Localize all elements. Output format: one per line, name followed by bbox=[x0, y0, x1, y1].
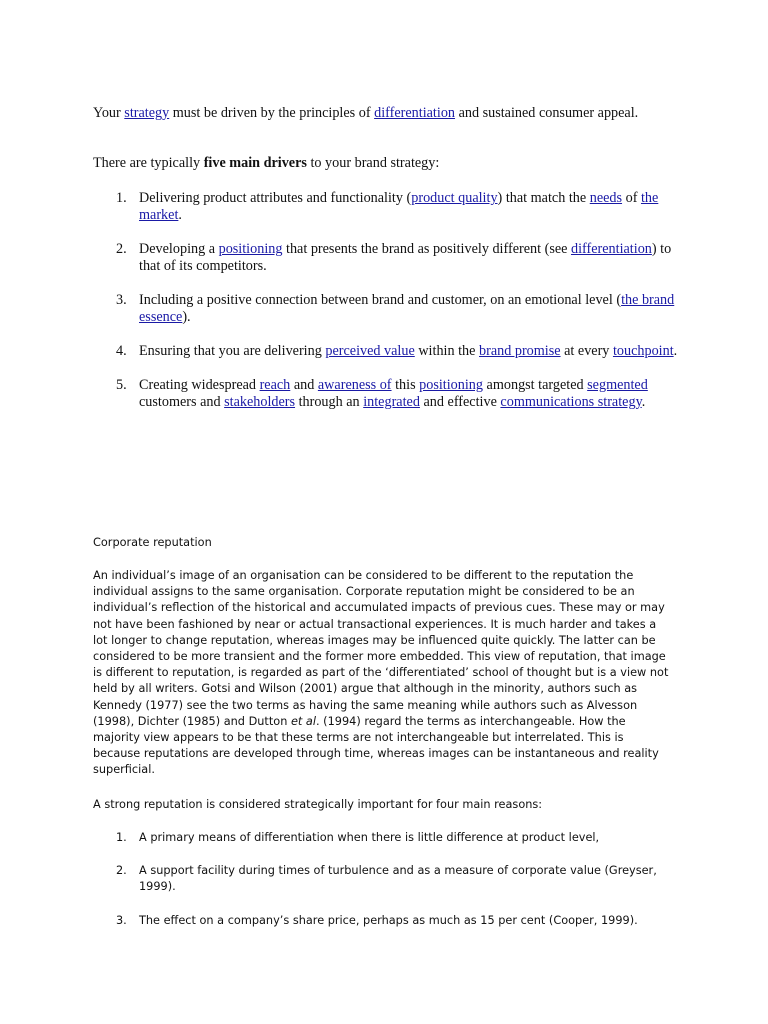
list-text: A support facility during times of turbulence and as a measure of corporate value (Greyser, 1999). bbox=[139, 864, 657, 894]
text-run: and sustained consumer appeal. bbox=[455, 105, 639, 121]
drivers-list bbox=[93, 190, 683, 428]
list-number: 1. bbox=[116, 831, 127, 844]
list-item bbox=[93, 377, 683, 411]
link-positioning[interactable]: positioning bbox=[419, 377, 483, 393]
link-product-quality[interactable]: product quality bbox=[411, 190, 498, 206]
text-run: There are typically bbox=[93, 155, 204, 171]
text-run: ) to that of its competitors. bbox=[139, 241, 672, 274]
text-run: that presents the brand as positively different (see bbox=[282, 241, 571, 257]
list-text: A primary means of differentiation when there is little difference at product level, bbox=[139, 831, 600, 844]
text-run: Delivering product attributes and functionality ( bbox=[139, 190, 412, 206]
link-needs[interactable]: needs bbox=[589, 190, 623, 206]
text-run: through an bbox=[295, 394, 364, 410]
list-number: 1. bbox=[116, 190, 127, 206]
list-number: 2. bbox=[116, 864, 127, 878]
list-item bbox=[93, 913, 671, 929]
list-item bbox=[93, 241, 683, 275]
text-run: ) that match the bbox=[497, 190, 590, 206]
reasons-intro: A strong reputation is considered strategically important for four main reasons: bbox=[93, 798, 543, 811]
text-run: . (1994) regard the terms as interchangeable. How the majority view appears to be that these terms are not interchangeable but interrelated. This is because reputations are developed through time, whereas images can be instantaneous and reality superficial. bbox=[93, 714, 659, 777]
intro-paragraph bbox=[93, 105, 683, 122]
text-run: . bbox=[673, 343, 678, 359]
list-item bbox=[93, 830, 671, 846]
text-run: . bbox=[178, 207, 182, 223]
list-number: 3. bbox=[116, 913, 127, 927]
link-communications-strategy[interactable]: communications strategy bbox=[500, 394, 642, 410]
link-segmented[interactable]: segmented bbox=[587, 377, 648, 393]
link-brand-essence[interactable]: the brand essence bbox=[139, 292, 675, 325]
link-differentiation[interactable]: differentiation bbox=[374, 105, 456, 121]
link-strategy[interactable]: strategy bbox=[124, 105, 170, 121]
drivers-intro bbox=[93, 155, 683, 172]
text-run: amongst targeted bbox=[483, 377, 588, 393]
list-item bbox=[93, 343, 683, 360]
text-run: An individual’s image of an organisation can be considered to be different to the reputation the individual assigns to the same organisation. Corporate reputation might be considered to be an individual’s reflection of the historical and accumulated impacts of previous cues. These may or may not have been fashioned by near or actual transactional experiences. It is much harder and takes a lot longer to change reputation, whereas images may be influenced quite quickly. The latter can be considered to be more transient and the former more embedded. This view of reputation, that image is different to reputation, is regarded as part of the ‘differentiated’ school of thought but is a view not held by all writers. Gotsi and Wilson (2001) argue that although in the minority, authors such as Kennedy (1977) see the two terms as having the same meaning while authors such as Alvesson (1998), Dichter (1985) and Dutton bbox=[93, 569, 669, 728]
list-item bbox=[93, 292, 683, 326]
text-run: to your brand strategy: bbox=[306, 155, 440, 171]
text-run: and effective bbox=[419, 394, 501, 410]
link-awareness-of[interactable]: awareness of bbox=[317, 377, 392, 393]
text-run: Your bbox=[93, 105, 125, 121]
link-perceived-value[interactable]: perceived value bbox=[325, 343, 415, 359]
italic-text: et al bbox=[290, 714, 316, 728]
list-item bbox=[93, 863, 671, 895]
text-run: this bbox=[391, 377, 420, 393]
link-the-market[interactable]: the market bbox=[139, 190, 659, 223]
corporate-reputation-paragraph bbox=[93, 568, 671, 779]
link-touchpoint[interactable]: touchpoint bbox=[612, 343, 674, 359]
section-heading: Corporate reputation bbox=[93, 536, 212, 549]
link-differentiation[interactable]: differentiation bbox=[570, 241, 652, 257]
list-item bbox=[93, 190, 683, 224]
text-run: Including a positive connection between brand and customer, on an emotional level ( bbox=[139, 292, 622, 308]
link-brand-promise[interactable]: brand promise bbox=[479, 343, 561, 359]
list-number: 3. bbox=[116, 292, 127, 308]
text-run: must be driven by the principles of bbox=[169, 105, 375, 121]
list-number: 4. bbox=[116, 343, 127, 359]
text-run: ). bbox=[182, 309, 191, 325]
text-run: customers and bbox=[139, 394, 225, 410]
link-stakeholders[interactable]: stakeholders bbox=[224, 394, 296, 410]
text-run: Ensuring that you are delivering bbox=[139, 343, 326, 359]
text-run: . bbox=[641, 394, 646, 410]
text-run: and bbox=[290, 377, 318, 393]
reasons-list bbox=[93, 830, 671, 946]
bold-text: five main drivers bbox=[203, 155, 307, 171]
text-run: Creating widespread bbox=[139, 377, 260, 393]
link-reach[interactable]: reach bbox=[259, 377, 291, 393]
list-number: 5. bbox=[116, 377, 127, 393]
list-number: 2. bbox=[116, 241, 127, 257]
text-run: Developing a bbox=[139, 241, 219, 257]
list-text: The effect on a company’s share price, perhaps as much as 15 per cent (Cooper, 1999). bbox=[139, 913, 638, 927]
text-run: within the bbox=[414, 343, 479, 359]
link-positioning[interactable]: positioning bbox=[218, 241, 283, 257]
text-run: of bbox=[622, 190, 641, 206]
link-integrated[interactable]: integrated bbox=[363, 394, 420, 410]
text-run: at every bbox=[560, 343, 613, 359]
